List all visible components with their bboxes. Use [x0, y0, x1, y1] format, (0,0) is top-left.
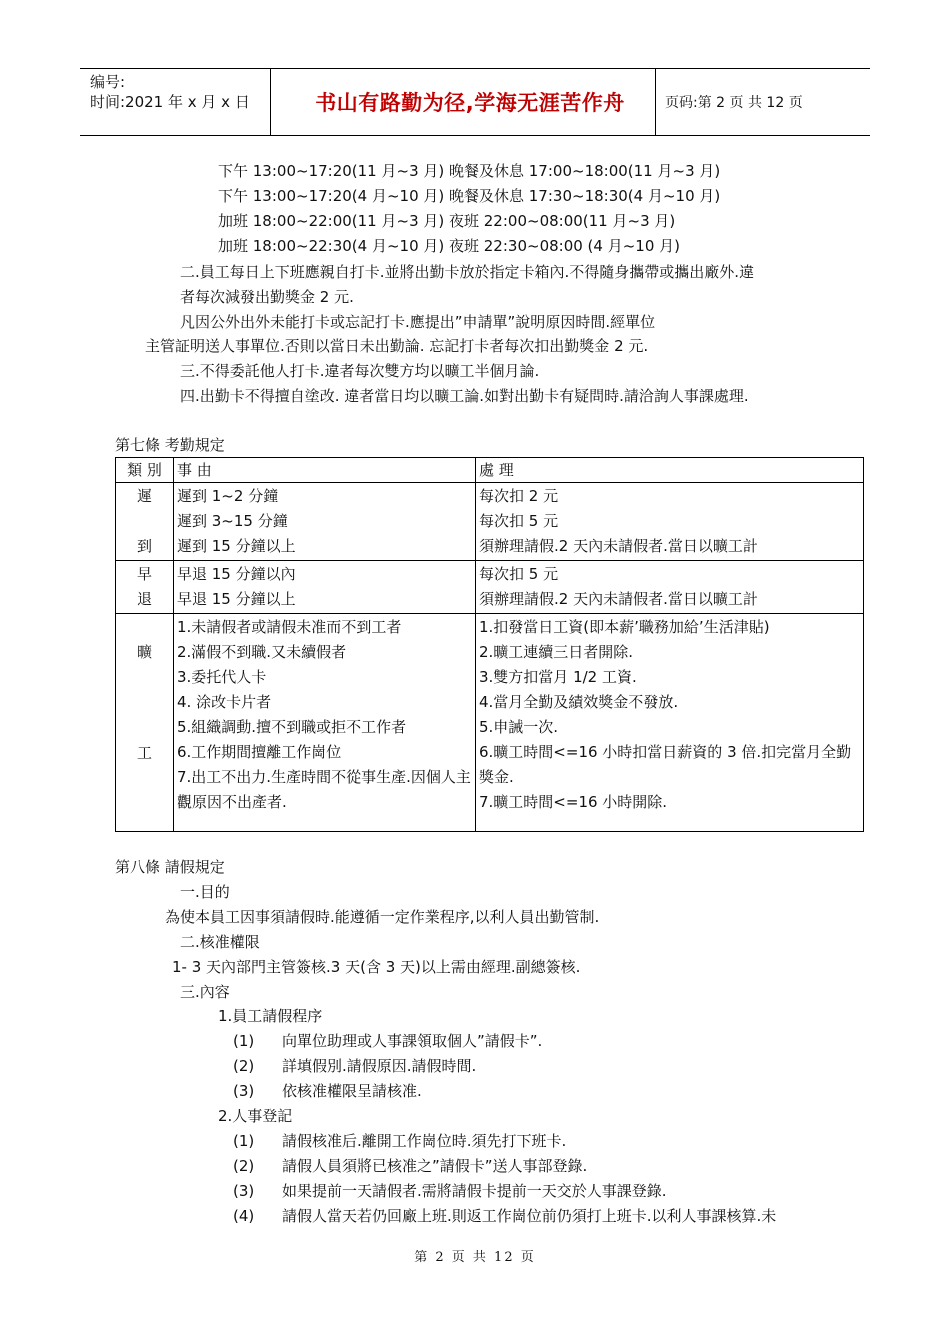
reason-line: 5.組織調動.擅不到職或拒不工作者	[177, 718, 407, 736]
reason-cell	[174, 614, 476, 832]
registration-text: 請假人員須將已核准之”請假卡”送人事部登錄.	[282, 1157, 588, 1175]
action-line: 須辦理請假.2 天內未請假者.當日以曠工計	[479, 590, 758, 608]
reason-cell	[174, 483, 476, 561]
article-7-title: 第七條 考勤規定	[115, 436, 225, 454]
registration-heading: 2.人事登記	[218, 1107, 293, 1125]
reason-line: 3.委托代人卡	[177, 668, 267, 686]
reason-line: 遲到 1~2 分鐘	[177, 487, 279, 505]
category-char: 到	[136, 537, 152, 555]
rule-item-4: 四.出勤卡不得擅自塗改. 違者當日均以曠工論.如對出勤卡有疑問時.請洽詢人事課處理.	[180, 387, 749, 405]
header-meta	[90, 72, 250, 112]
date-label: 时间:2021 年 x 月 x 日	[90, 93, 250, 111]
reason-line: 1.未請假者或請假未准而不到工者	[177, 618, 402, 636]
authority-text: 1- 3 天內部門主管簽核.3 天(含 3 天)以上需由經理.副總簽核.	[172, 958, 581, 976]
action-cell	[476, 614, 864, 832]
reason-cell	[174, 561, 476, 614]
reason-line: 遲到 3~15 分鐘	[177, 512, 288, 530]
page-header	[80, 68, 870, 136]
content-heading: 三.內容	[180, 983, 230, 1001]
table-row	[116, 483, 864, 561]
purpose-heading: 一.目的	[180, 883, 230, 901]
number-label: 编号:	[90, 73, 126, 91]
action-line: 5.申誡一次.	[479, 718, 559, 736]
procedure-num: (1)	[233, 1032, 255, 1050]
schedule-line: 下午 13:00~17:20(4 月~10 月) 晚餐及休息 17:30~18:30(4 月~10 月)	[218, 187, 721, 205]
action-line: 6.曠工時間<=16 小時扣當日薪資的 3 倍.扣完當月全勤獎金.	[479, 743, 852, 786]
action-line: 須辦理請假.2 天內未請假者.當日以曠工計	[479, 537, 758, 555]
header-divider	[270, 68, 271, 136]
action-line: 2.曠工連續三日者開除.	[479, 643, 634, 661]
reason-line: 6.工作期間擅離工作崗位	[177, 743, 342, 761]
schedule-line: 加班 18:00~22:00(11 月~3 月) 夜班 22:00~08:00(11 月~3 月)	[218, 212, 676, 230]
procedure-text: 詳填假別.請假原因.請假時間.	[282, 1057, 477, 1075]
page-footer: 第 2 页 共 12 页	[414, 1250, 536, 1265]
schedule-line: 下午 13:00~17:20(11 月~3 月) 晚餐及休息 17:00~18:00(11 月~3 月)	[218, 162, 721, 180]
registration-text: 如果提前一天請假者.需將請假卡提前一天交於人事課登錄.	[282, 1182, 667, 1200]
registration-num: (2)	[233, 1157, 255, 1175]
category-char: 工	[136, 744, 152, 762]
action-line: 1.扣發當日工資(即本薪’職務加給’生活津貼)	[479, 618, 770, 636]
header-reason: 事 由	[174, 458, 476, 483]
authority-heading: 二.核准權限	[180, 933, 260, 951]
reason-line: 遲到 15 分鐘以上	[177, 537, 296, 555]
header-action: 處 理	[476, 458, 864, 483]
reason-line: 早退 15 分鐘以上	[177, 590, 296, 608]
category-early-leave	[116, 561, 174, 614]
procedure-num: (3)	[233, 1082, 255, 1100]
registration-text: 請假人當天若仍回廠上班.則返工作崗位前仍須打上班卡.以利人事課核算.未	[282, 1207, 777, 1225]
category-char: 遲	[136, 487, 152, 505]
table-row	[116, 561, 864, 614]
procedure-text: 向單位助理或人事課領取個人”請假卡”.	[282, 1032, 543, 1050]
action-cell	[476, 561, 864, 614]
rule-item-2: 二.員工每日上下班應親自打卡.並將出勤卡放於指定卡箱內.不得隨身攜帶或攜出廠外.違	[180, 263, 755, 281]
header-motto: 书山有路勤为径,学海无涯苦作舟	[315, 91, 625, 115]
rule-item-2b: 凡因公外出外未能打卡或忘記打卡.應提出”申請單”說明原因時間.經單位	[180, 313, 656, 331]
action-line: 4.當月全勤及績效獎金不發放.	[479, 693, 679, 711]
action-cell	[476, 483, 864, 561]
category-absent	[116, 614, 174, 832]
action-line: 每次扣 5 元	[479, 512, 559, 530]
registration-text: 請假核准后.離開工作崗位時.須先打下班卡.	[282, 1132, 567, 1150]
header-category: 類 別	[116, 458, 174, 483]
action-line: 每次扣 2 元	[479, 487, 559, 505]
table-row	[116, 614, 864, 832]
registration-num: (1)	[233, 1132, 255, 1150]
action-line: 7.曠工時間<=16 小時開除.	[479, 793, 668, 811]
rule-item-2-cont: 者每次減發出勤獎金 2 元.	[180, 288, 354, 306]
procedure-heading: 1.員工請假程序	[218, 1007, 323, 1025]
article-8-title: 第八條 請假規定	[115, 858, 225, 876]
procedure-text: 依核准權限呈請核准.	[282, 1082, 422, 1100]
registration-num: (3)	[233, 1182, 255, 1200]
rule-item-2b-cont: 主管証明送人事單位.否則以當日未出勤論. 忘記打卡者每次扣出勤獎金 2 元.	[145, 337, 649, 355]
purpose-text: 為使本員工因事須請假時.能遵循一定作業程序,以利人員出勤管制.	[165, 908, 600, 926]
category-late	[116, 483, 174, 561]
reason-line: 早退 15 分鐘以內	[177, 565, 296, 583]
reason-line: 4. 涂改卡片者	[177, 693, 272, 711]
reason-line: 2.滿假不到職.又未續假者	[177, 643, 347, 661]
schedule-line: 加班 18:00~22:30(4 月~10 月) 夜班 22:30~08:00 (4 月~10 月)	[218, 237, 680, 255]
category-char: 早	[136, 565, 152, 583]
action-line: 每次扣 5 元	[479, 565, 559, 583]
action-line: 3.雙方扣當月 1/2 工資.	[479, 668, 637, 686]
attendance-table	[115, 457, 864, 832]
category-char: 曠	[136, 643, 152, 661]
registration-num: (4)	[233, 1207, 255, 1225]
rule-item-3: 三.不得委託他人打卡.違者每次雙方均以曠工半個月論.	[180, 362, 540, 380]
reason-line: 7.出工不出力.生產時間不從事生產.因個人主觀原因不出產者.	[177, 768, 471, 811]
header-page-label: 页码:第 2 页 共 12 页	[665, 95, 803, 111]
table-header-row	[116, 458, 864, 483]
procedure-num: (2)	[233, 1057, 255, 1075]
category-char: 退	[136, 590, 152, 608]
